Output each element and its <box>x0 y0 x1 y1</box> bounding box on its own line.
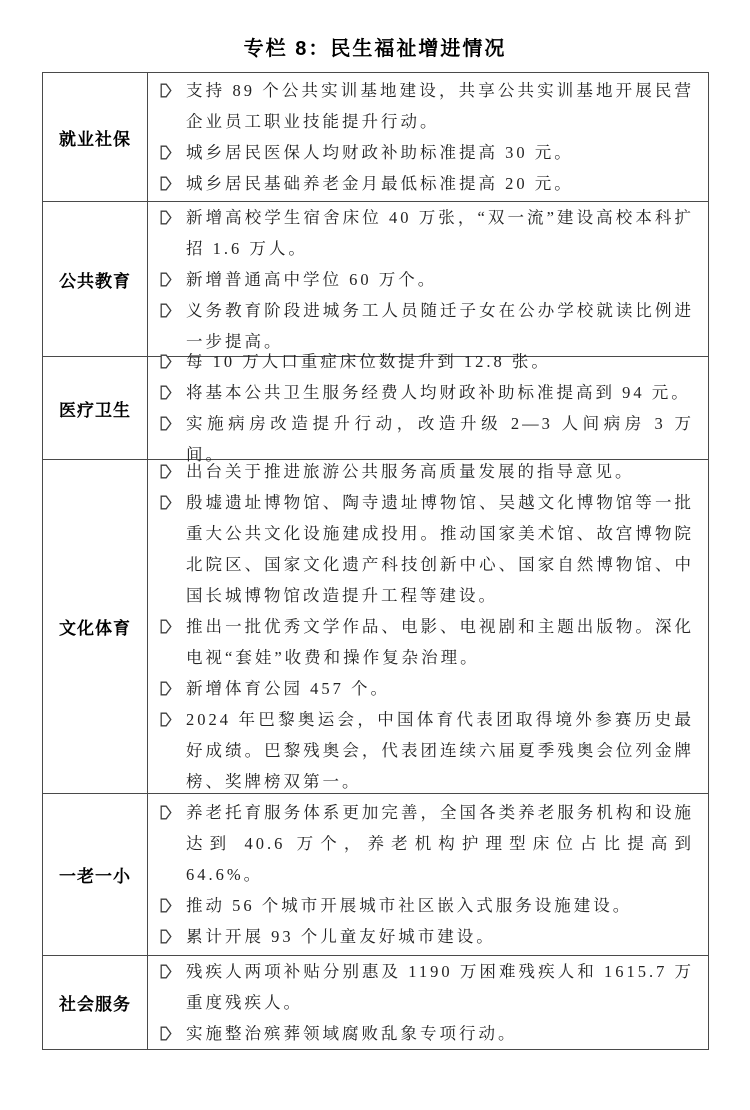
items-cell <box>148 956 708 1049</box>
list-item <box>160 890 694 921</box>
category-cell <box>43 202 148 356</box>
pentagon-bullet-icon <box>160 956 186 979</box>
item-text: 养老托育服务体系更加完善，全国各类养老服务机构和设施达到 40.6 万个，养老机构护理型床位占比提高到 64.6%。 <box>186 803 694 884</box>
item-text: 出台关于推进旅游公共服务高质量发展的指导意见。 <box>186 462 635 481</box>
list-item <box>160 704 694 797</box>
table-row <box>43 352 708 464</box>
list-item <box>160 956 694 1018</box>
pentagon-bullet-icon <box>160 456 186 479</box>
pentagon-bullet-icon <box>160 1018 186 1041</box>
pentagon-bullet-icon <box>160 168 186 191</box>
table-row <box>43 956 708 1049</box>
category-cell <box>43 956 148 1049</box>
item-text: 新增体育公园 457 个。 <box>186 679 390 698</box>
list-item <box>160 673 694 704</box>
pentagon-bullet-icon <box>160 408 186 431</box>
list-item <box>160 377 694 408</box>
list-item <box>160 797 694 890</box>
items-cell <box>148 73 708 201</box>
pentagon-bullet-icon <box>160 487 186 510</box>
category-label: 医疗卫生 <box>59 400 131 420</box>
category-label: 社会服务 <box>59 995 131 1014</box>
pentagon-bullet-icon <box>160 611 186 634</box>
pentagon-bullet-icon <box>160 797 186 820</box>
category-cell <box>43 460 148 793</box>
category-cell <box>43 357 148 459</box>
category-label: 一老一小 <box>59 867 131 886</box>
list-item <box>160 346 694 377</box>
table-row <box>43 460 708 794</box>
pentagon-bullet-icon <box>160 202 186 225</box>
category-label: 文化体育 <box>59 619 131 638</box>
item-text: 推出一批优秀文学作品、电影、电视剧和主题出版物。深化电视“套娃”收费和操作复杂治理。 <box>186 617 694 667</box>
pentagon-bullet-icon <box>160 346 186 369</box>
item-text: 每 10 万人口重症床位数提升到 12.8 张。 <box>186 352 551 371</box>
list-item <box>160 1018 694 1049</box>
item-text: 累计开展 93 个儿童友好城市建设。 <box>186 927 496 946</box>
item-text: 残疾人两项补贴分别惠及 1190 万困难残疾人和 1615.7 万重度残疾人。 <box>186 962 694 1012</box>
pentagon-bullet-icon <box>160 673 186 696</box>
pentagon-bullet-icon <box>160 137 186 160</box>
item-text: 城乡居民基础养老金月最低标准提高 20 元。 <box>186 174 574 193</box>
pentagon-bullet-icon <box>160 704 186 727</box>
item-text: 2024 年巴黎奥运会，中国体育代表团取得境外参赛历史最好成绩。巴黎残奥会，代表团连续六届夏季残奥会位列金牌榜、奖牌榜双第一。 <box>186 710 694 791</box>
list-item <box>160 611 694 673</box>
pentagon-bullet-icon <box>160 890 186 913</box>
category-label: 就业社保 <box>59 129 131 149</box>
items-cell <box>148 202 708 356</box>
item-text: 将基本公共卫生服务经费人均财政补助标准提高到 94 元。 <box>186 383 691 402</box>
list-item <box>160 202 694 264</box>
list-item <box>160 456 694 487</box>
table-row <box>43 202 708 357</box>
page-title: 专栏 8：民生福祉增进情况 <box>243 38 507 60</box>
items-cell <box>148 460 708 793</box>
item-text: 城乡居民医保人均财政补助标准提高 30 元。 <box>186 143 574 162</box>
item-text: 义务教育阶段进城务工人员随迁子女在公办学校就读比例进一步提高。 <box>186 300 694 351</box>
list-item <box>160 264 694 295</box>
item-text: 实施病房改造提升行动，改造升级 2—3 人间病房 3 万间。 <box>186 414 694 464</box>
pentagon-bullet-icon <box>160 377 186 400</box>
table-row <box>43 73 708 202</box>
list-item <box>160 137 694 168</box>
table-row <box>43 794 708 956</box>
welfare-table <box>42 72 709 1050</box>
pentagon-bullet-icon <box>160 921 186 944</box>
list-item <box>160 487 694 611</box>
item-text: 推动 56 个城市开展城市社区嵌入式服务设施建设。 <box>186 896 633 915</box>
category-cell <box>43 794 148 955</box>
items-cell <box>148 352 708 464</box>
pentagon-bullet-icon <box>160 295 186 318</box>
pentagon-bullet-icon <box>160 264 186 287</box>
list-item <box>160 921 694 952</box>
list-item <box>160 168 694 199</box>
item-text: 实施整治殡葬领域腐败乱象专项行动。 <box>186 1024 518 1043</box>
list-item <box>160 75 694 137</box>
items-cell <box>148 794 708 955</box>
item-text: 支持 89 个公共实训基地建设，共享公共实训基地开展民营企业员工职业技能提升行动。 <box>186 81 694 131</box>
item-text: 殷墟遗址博物馆、陶寺遗址博物馆、吴越文化博物馆等一批重大公共文化设施建成投用。推动国家美术馆、故宫博物院北院区、国家文化遗产科技创新中心、国家自然博物馆、中国长城博物馆改造提升工程等建设。 <box>186 493 694 605</box>
category-cell <box>43 73 148 201</box>
pentagon-bullet-icon <box>160 75 186 98</box>
item-text: 新增高校学生宿舍床位 40 万张，“双一流”建设高校本科扩招 1.6 万人。 <box>186 207 694 258</box>
category-label: 公共教育 <box>59 271 131 291</box>
item-text: 新增普通高中学位 60 万个。 <box>186 269 438 289</box>
